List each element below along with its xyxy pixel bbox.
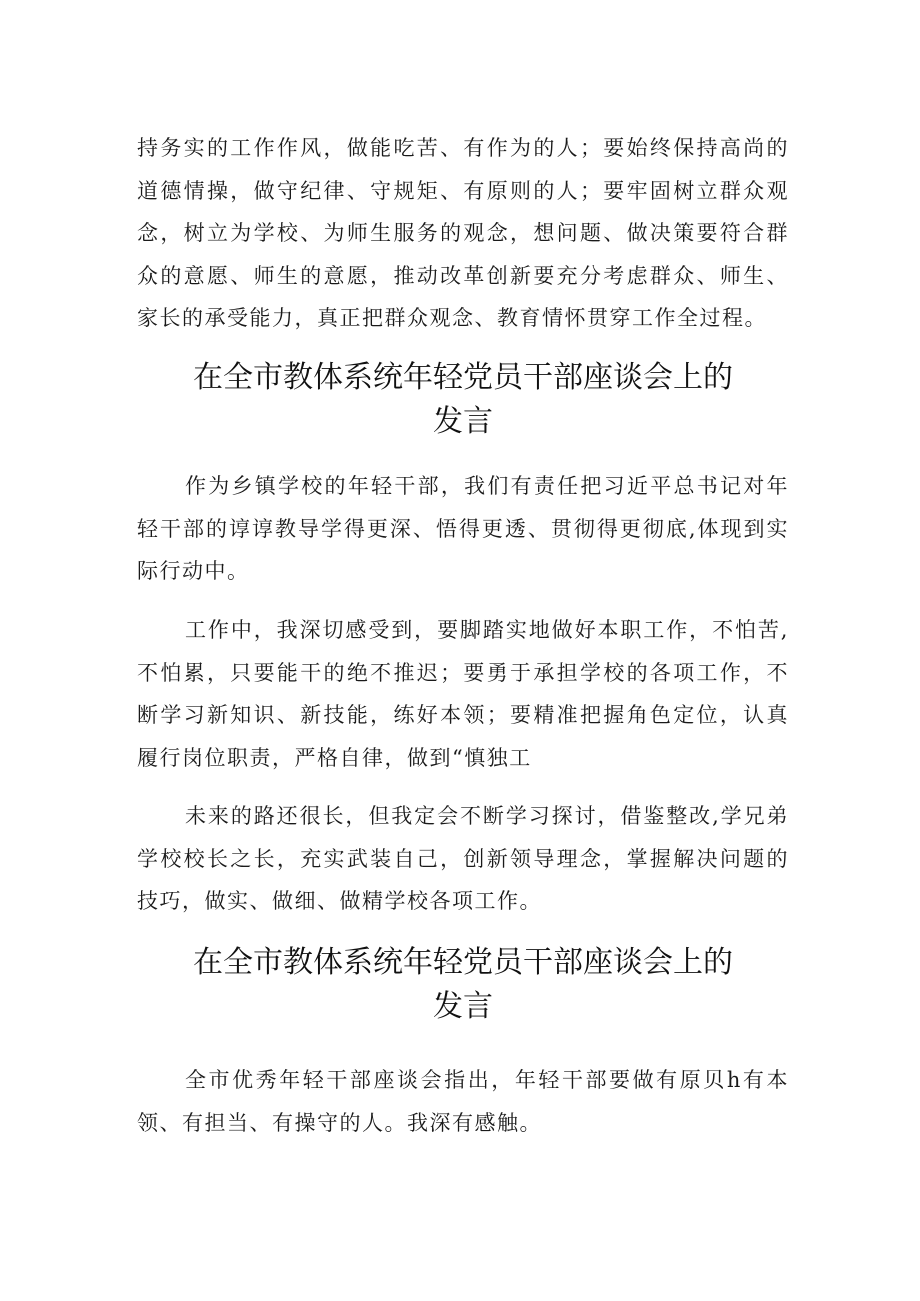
section2-title-line2: 发言 [433, 989, 493, 1024]
section1-title [137, 356, 789, 444]
section1-title-line2: 发言 [433, 404, 493, 439]
section1-paragraph-1: 作为乡镇学校的年轻干部，我们有责任把习近平总书记对年轻干部的谆谆教导学得更深、悟得更透、贯彻得更彻底,体现到实际行动中。 [137, 474, 789, 583]
section1-title-line1: 在全市教体系统年轻党员干部座谈会上的 [193, 360, 733, 395]
intro-paragraph: 持务实的工作作风，做能吃苦、有作为的人；要始终保持高尚的道德情操，做守纪律、守规矩、有原则的人；要牢固树立群众观念，树立为学校、为师生服务的观念，想问题、做决策要符合群众的意愿、师生的意愿，推动改革创新要充分考虑群众、师生、家长的承受能力，真正把群众观念、教育情怀贯穿工作全过程。 [137, 136, 789, 330]
section2-title [137, 941, 789, 1029]
section2-paragraph-1: 全市优秀年轻干部座谈会指出，年轻干部要做有原贝h有本领、有担当、有操守的人。我深有感触。 [137, 1068, 789, 1135]
section1-paragraph-3: 未来的路还很长，但我定会不断学习探讨，借鉴整改,学兄弟学校校长之长，充实武装自己，创新领导理念，掌握解决问题的技巧，做实、做细、做精学校各项工作。 [137, 804, 789, 913]
section2-title-line1: 在全市教体系统年轻党员干部座谈会上的 [193, 945, 733, 980]
section1-paragraph-2: 工作中，我深切感受到，要脚踏实地做好本职工作，不怕苦,不怕累，只要能干的绝不推迟；要勇于承担学校的各项工作，不断学习新知识、新技能，练好本领；要精准把握角色定位，认真履行岗位职责，严格自律，做到“慎独工 [137, 618, 789, 770]
